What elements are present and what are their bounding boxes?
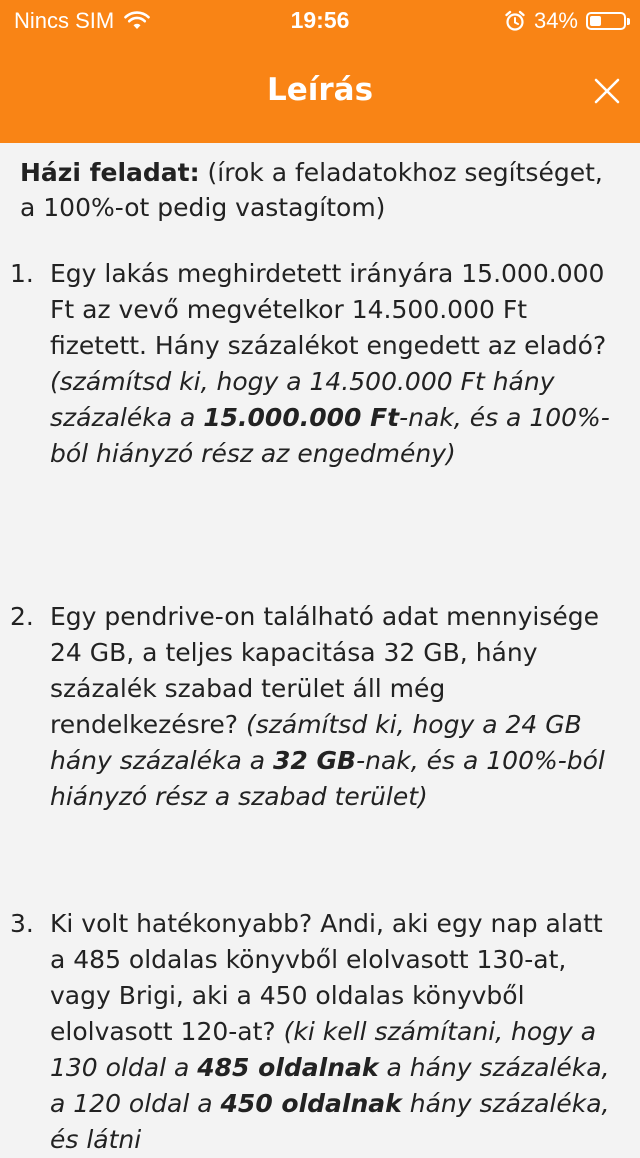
clock: 19:56 [290,7,350,33]
task-hint-bold: 15.000.000 Ft [203,403,400,432]
task-hint: (ki kell számítani, hogy a 130 oldal a 485 oldalnak a hány százaléka, a 120 oldal a 450 oldalnak hány százaléka, és látni [50,1017,610,1154]
task-text: Egy pendrive-on található adat mennyisége 24 GB, a teljes kapacitása 32 GB, hány százalék szabad terület áll még rendelkezésre? [50,602,599,739]
close-button[interactable] [590,74,624,108]
status-bar [0,0,640,40]
task-number: 2. [10,602,34,631]
task-hint: (számítsd ki, hogy a 14.500.000 Ft hány százaléka a 15.000.000 Ft-nak, és a 100%-ból hiányzó rész az engedmény) [50,367,610,468]
task-text: Egy lakás meghirdetett irányára 15.000.000 Ft az vevő megvételkor 14.500.000 Ft fizetett. Hány százalékot engedett az eladó? [50,259,607,360]
task-number: 1. [10,259,34,288]
page-title: Leírás [266,72,374,108]
battery-icon [586,12,626,30]
task-hint-bold: 485 oldalnak [197,1053,379,1082]
task-hint-bold-2: 450 oldalnak [220,1089,402,1118]
intro-lead: Házi feladat: [20,158,200,187]
header-bar [0,0,640,143]
intro-paragraph [20,155,620,225]
carrier-label: Nincs SIM [14,8,115,33]
task-hint-bold: 32 GB [273,746,357,775]
close-icon [590,74,624,108]
task-item-2 [10,599,620,815]
task-hint: (számítsd ki, hogy a 24 GB hány százaléka a 32 GB-nak, és a 100%-ból hiányzó rész a szabad terület) [50,710,605,811]
task-item-3 [10,906,620,1158]
alarm-icon [504,10,526,32]
description-content[interactable] [0,143,640,1154]
task-number: 3. [10,909,34,938]
intro-text: (írok a feladatokhoz segítséget, a 100%-ot pedig vastagítom) [20,158,603,222]
task-text: Ki volt hatékonyabb? Andi, aki egy nap alatt a 485 oldalas könyvből elolvasott 130-at, vagy Brigi, aki a 450 oldalas könyvből elolvasott 120-at? [50,909,603,1046]
task-item-1 [10,256,620,472]
battery-level-fill [590,16,601,26]
battery-percent: 34% [533,8,578,33]
